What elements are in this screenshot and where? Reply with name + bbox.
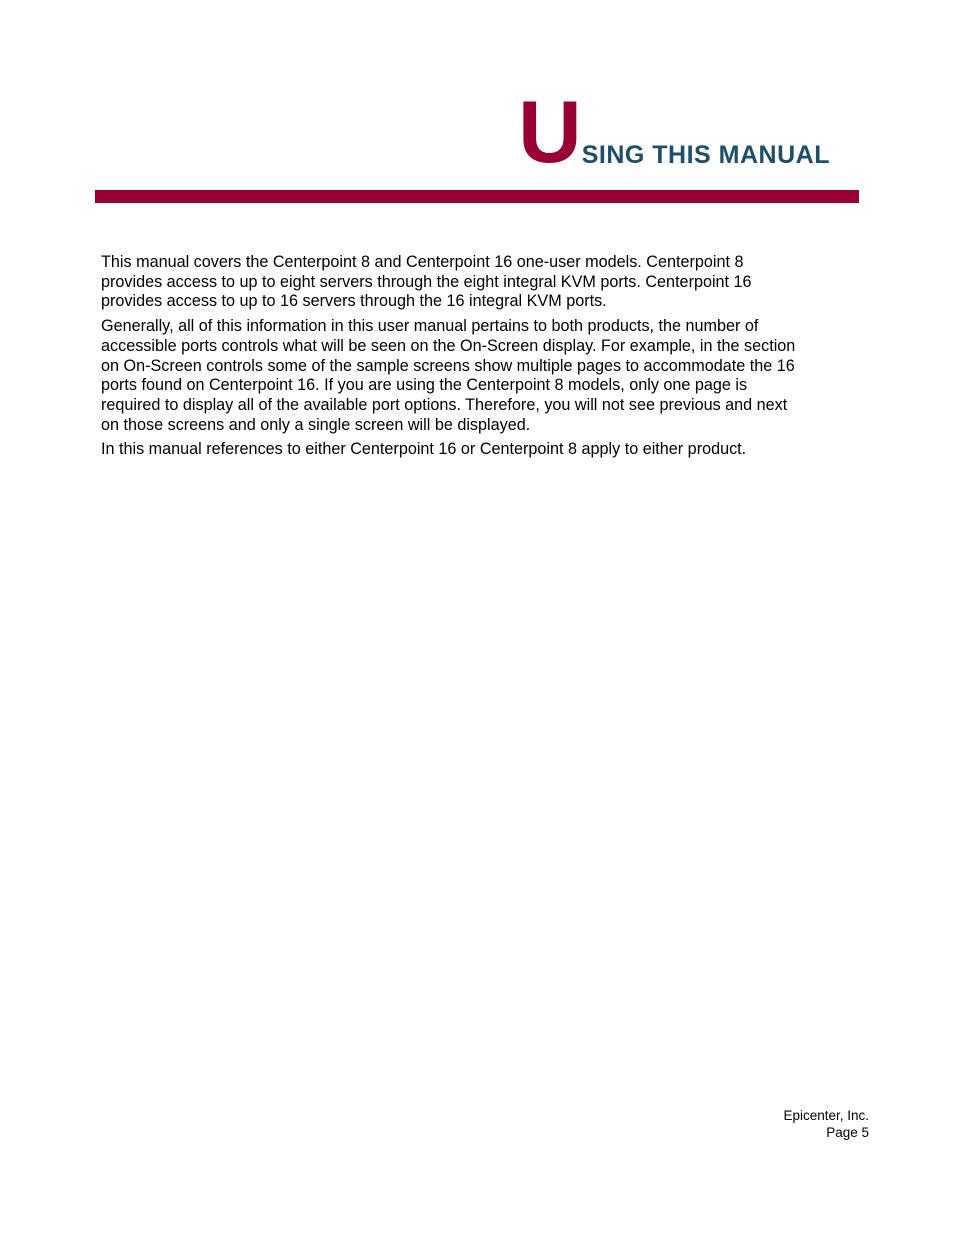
title-initial: U [518, 82, 582, 181]
text-line: Generally, all of this information in this user manual pertains to both products, the number of [101, 317, 759, 336]
page-footer [783, 1108, 869, 1141]
text-line: provides access to up to eight servers through the eight integral KVM ports. Centerpoint 16 [101, 272, 752, 291]
text-line: In this manual references to either Centerpoint 16 or Centerpoint 8 apply to either product. [101, 440, 747, 459]
text-line: This manual covers the Centerpoint 8 and Centerpoint 16 one-user models. Centerpoint 8 [101, 253, 744, 271]
text-line: accessible ports controls what will be seen on the On-Screen display. For example, in the section [101, 336, 796, 355]
header-rule [95, 190, 859, 203]
body-text [101, 253, 861, 465]
text-line: on On-Screen controls some of the sample screens show multiple pages to accommodate the 16 [101, 356, 795, 375]
text-line: ports found on Centerpoint 16. If you are using the Centerpoint 8 models, only one page is [101, 376, 748, 395]
text-line: provides access to up to 16 servers through the 16 integral KVM ports. [101, 292, 607, 311]
text-line: on those screens and only a single screen will be displayed. [101, 415, 531, 434]
footer-company: Epicenter, Inc. [783, 1108, 869, 1123]
paragraph-3 [101, 440, 861, 460]
footer-page-number: Page 5 [826, 1124, 869, 1140]
paragraph-1 [101, 253, 861, 312]
paragraph-2 [101, 317, 861, 435]
page-title [518, 82, 830, 181]
text-line: required to display all of the available port options. Therefore, you will not see previous and next [101, 395, 788, 414]
title-rest: SING THIS MANUAL [581, 141, 830, 169]
